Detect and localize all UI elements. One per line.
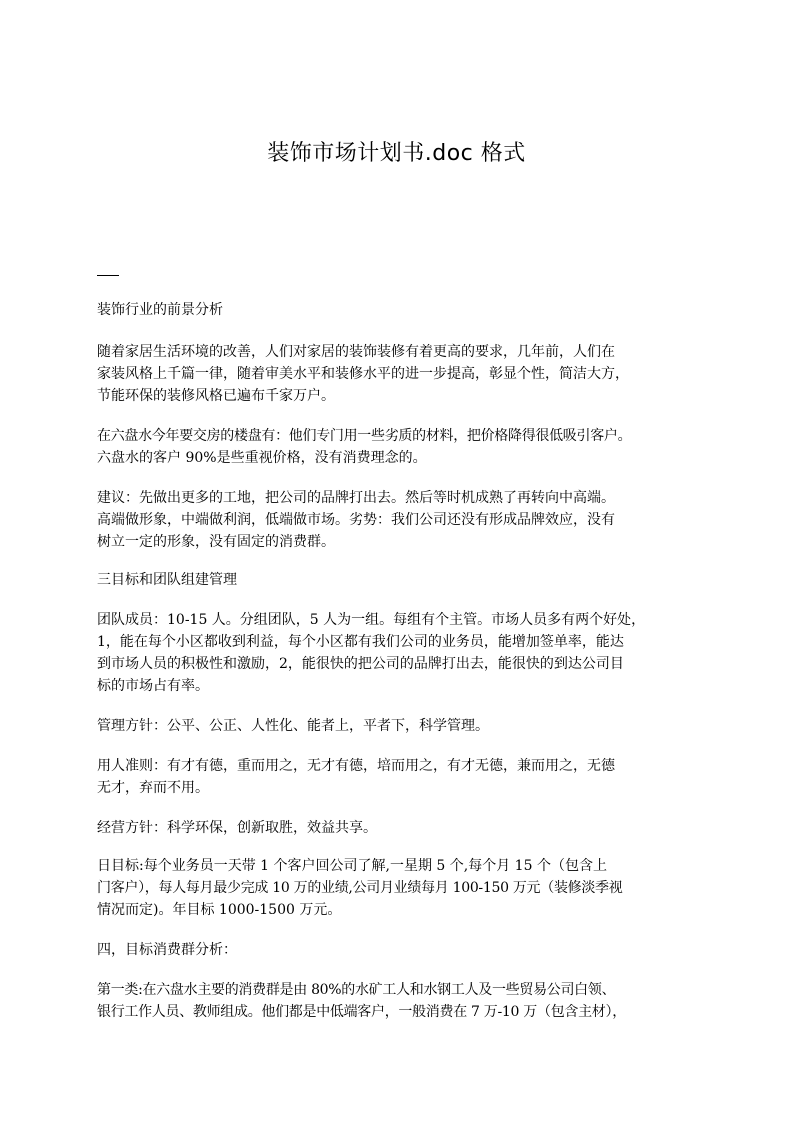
paragraph-line: 1，能在每个小区都收到利益，每个小区都有我们公司的业务员，能增加签单率，能达 xyxy=(97,634,624,650)
paragraph-line: 到市场人员的积极性和激励，2，能很快的把公司的品牌打出去，能很快的到达公司目 xyxy=(97,656,624,672)
paragraph-line: 标的市场占有率。 xyxy=(97,678,209,694)
paragraph-line: 家装风格上千篇一律，随着审美水平和装修水平的进一步提高，彰显个性，简洁大方， xyxy=(97,366,629,382)
paragraph-business-policy: 经营方针：科学环保，创新取胜，效益共享。 xyxy=(97,820,377,836)
paragraph-line: 无才，弃而不用。 xyxy=(97,780,209,796)
paragraph-line: 团队成员：10-15 人。分组团队，5 人为一组。每组有个主管。市场人员多有两个好处， xyxy=(97,612,646,628)
paragraph-daily-targets xyxy=(97,855,727,921)
section-heading-team: 三目标和团队组建管理 xyxy=(97,572,237,588)
section-heading-background: 装饰行业的前景分析 xyxy=(97,302,223,318)
paragraph-line: 节能环保的装修风格已遍布千家万户。 xyxy=(97,388,335,404)
paragraph-line: 情况而定)。年目标 1000-1500 万元。 xyxy=(97,902,342,918)
paragraph-hiring-rules xyxy=(97,755,727,799)
paragraph-line: 银行工作人员、教师组成。他们都是中低端客户，一般消费在 7 万-10 万（包含主材）， xyxy=(97,1004,626,1020)
paragraph-team-members xyxy=(97,609,727,697)
paragraph-management-policy: 管理方针：公平、公正、人性化、能者上，平者下，科学管理。 xyxy=(97,718,489,734)
paragraph-line: 在六盘水今年要交房的楼盘有：他们专门用一些劣质的材料，把价格降得很低吸引客户。 xyxy=(97,428,632,444)
paragraph-decor-trend xyxy=(97,341,727,407)
paragraph-local-market xyxy=(97,425,727,469)
paragraph-line: 六盘水的客户 90%是些重视价格，没有消费理念的。 xyxy=(97,450,427,466)
document-title: 装饰市场计划书.doc 格式 xyxy=(267,141,526,166)
paragraph-line: 随着家居生活环境的改善，人们对家居的装饰装修有着更高的要求，几年前，人们在 xyxy=(97,344,615,360)
paragraph-line: 树立一定的形象，没有固定的消费群。 xyxy=(97,534,335,550)
document-body xyxy=(97,299,727,1023)
paragraph-line: 门客户），每人每月最少完成 10 万的业绩,公司月业绩每月 100-150 万元（装修淡季视 xyxy=(97,880,623,896)
paragraph-line: 高端做形象，中端做利润，低端做市场。劣势：我们公司还没有形成品牌效应，没有 xyxy=(97,512,615,528)
paragraph-line: 建议：先做出更多的工地，把公司的品牌打出去。然后等时机成熟了再转向中高端。 xyxy=(97,490,615,506)
paragraph-suggestion xyxy=(97,487,727,553)
paragraph-line: 日目标:每个业务员一天带 1 个客户回公司了解,一星期 5 个,每个月 15 个（包含上 xyxy=(97,858,607,874)
paragraph-line: 第一类:在六盘水主要的消费群是由 80%的水矿工人和水钢工人及一些贸易公司白领、 xyxy=(97,982,616,998)
divider-line xyxy=(97,275,119,276)
paragraph-consumer-group-1 xyxy=(97,979,727,1023)
section-heading-target-consumers: 四，目标消费群分析： xyxy=(97,942,237,958)
paragraph-line: 用人准则：有才有德，重而用之，无才有德，培而用之，有才无德，兼而用之，无德 xyxy=(97,758,615,774)
